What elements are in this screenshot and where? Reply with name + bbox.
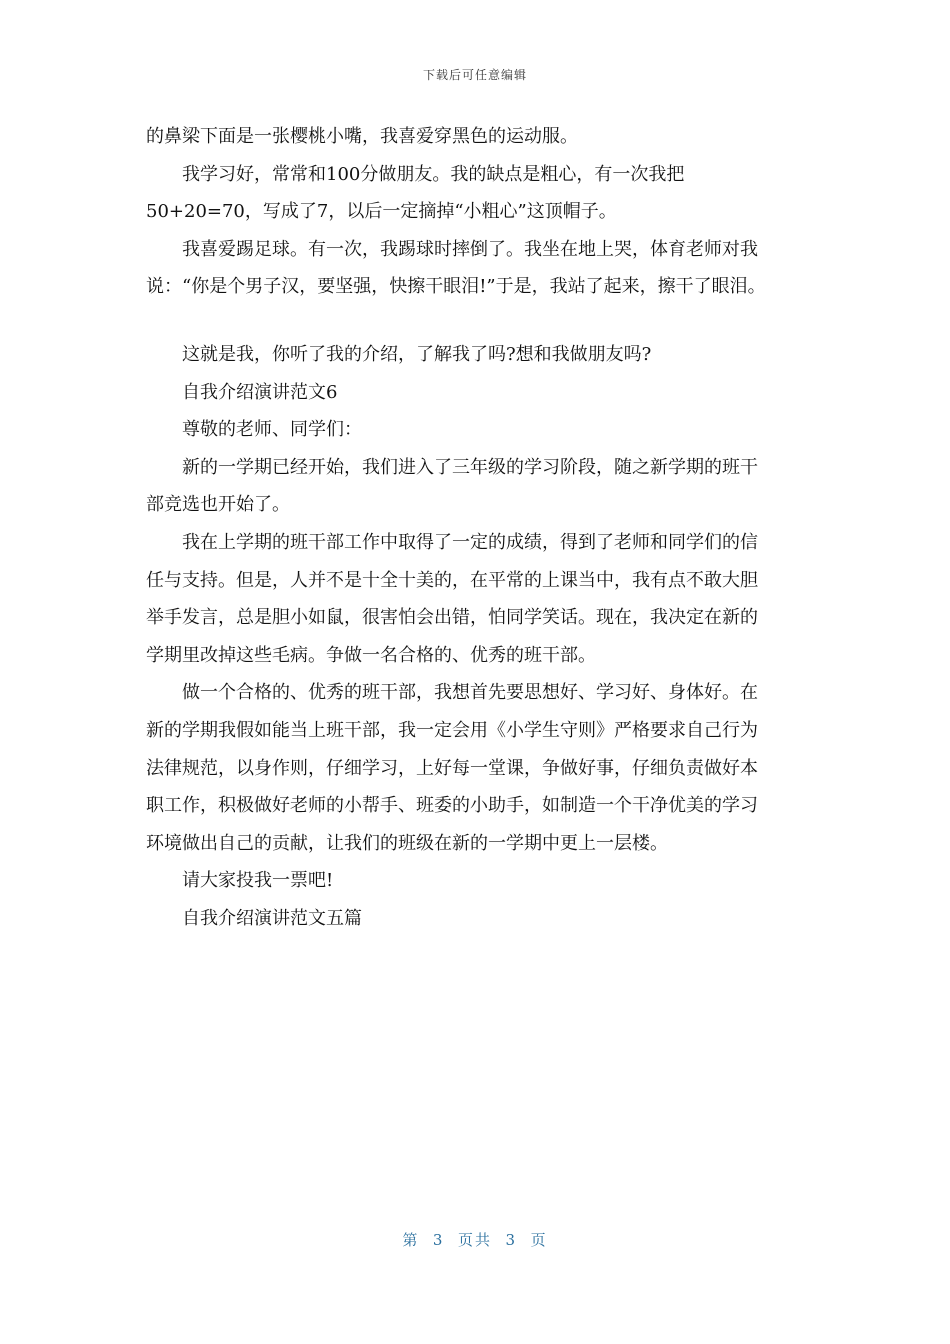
section-heading: 自我介绍演讲范文五篇 — [182, 907, 362, 929]
text-line: 环境做出自己的贡献，让我们的班级在新的一学期中更上一层楼。 — [146, 832, 668, 854]
text-line: 新的学期我假如能当上班干部，我一定会用《小学生守则》严格要求自己行为 — [146, 719, 758, 741]
text-line: 学期里改掉这些毛病。争做一名合格的、优秀的班干部。 — [146, 644, 596, 666]
text-line: 50+20=70，写成了7，以后一定摘掉“小粗心”这顶帽子。 — [146, 201, 617, 223]
document-body — [146, 118, 826, 937]
text-line: 做一个合格的、优秀的班干部，我想首先要思想好、学习好、身体好。在 — [182, 682, 758, 704]
text-line: 举手发言，总是胆小如鼠，很害怕会出错，怕同学笑话。现在，我决定在新的 — [146, 607, 758, 629]
paragraph-gap — [146, 306, 826, 336]
salutation: 尊敬的老师、同学们： — [182, 419, 362, 441]
text-line: 我在上学期的班干部工作中取得了一定的成绩，得到了老师和同学们的信 — [182, 531, 758, 553]
text-line: 部竞选也开始了。 — [146, 494, 290, 516]
text-line: 这就是我，你听了我的介绍，了解我了吗?想和我做朋友吗? — [182, 343, 652, 365]
section-heading: 自我介绍演讲范文6 — [182, 381, 338, 403]
text-line: 的鼻梁下面是一张樱桃小嘴，我喜爱穿黑色的运动服。 — [146, 126, 578, 147]
text-line: 说：“你是个男子汉，要坚强，快擦干眼泪!”于是，我站了起来，擦干了眼泪。 — [146, 276, 766, 298]
text-line: 我学习好，常常和100分做朋友。我的缺点是粗心，有一次我把 — [182, 163, 685, 185]
page-number-footer: 第 3 页共 3 页 — [402, 1231, 548, 1249]
text-line: 新的一学期已经开始，我们进入了三年级的学习阶段，随之新学期的班干 — [182, 456, 758, 478]
text-line: 请大家投我一票吧! — [182, 870, 334, 892]
text-line: 任与支持。但是，人并不是十全十美的，在平常的上课当中，我有点不敢大胆 — [146, 569, 758, 591]
text-line: 我喜爱踢足球。有一次，我踢球时摔倒了。我坐在地上哭，体育老师对我 — [182, 238, 758, 260]
text-line: 法律规范，以身作则，仔细学习，上好每一堂课，争做好事，仔细负责做好本 — [146, 757, 758, 779]
text-line: 职工作，积极做好老师的小帮手、班委的小助手，如制造一个干净优美的学习 — [146, 795, 758, 817]
page-header: 下载后可任意编辑 — [422, 68, 527, 82]
